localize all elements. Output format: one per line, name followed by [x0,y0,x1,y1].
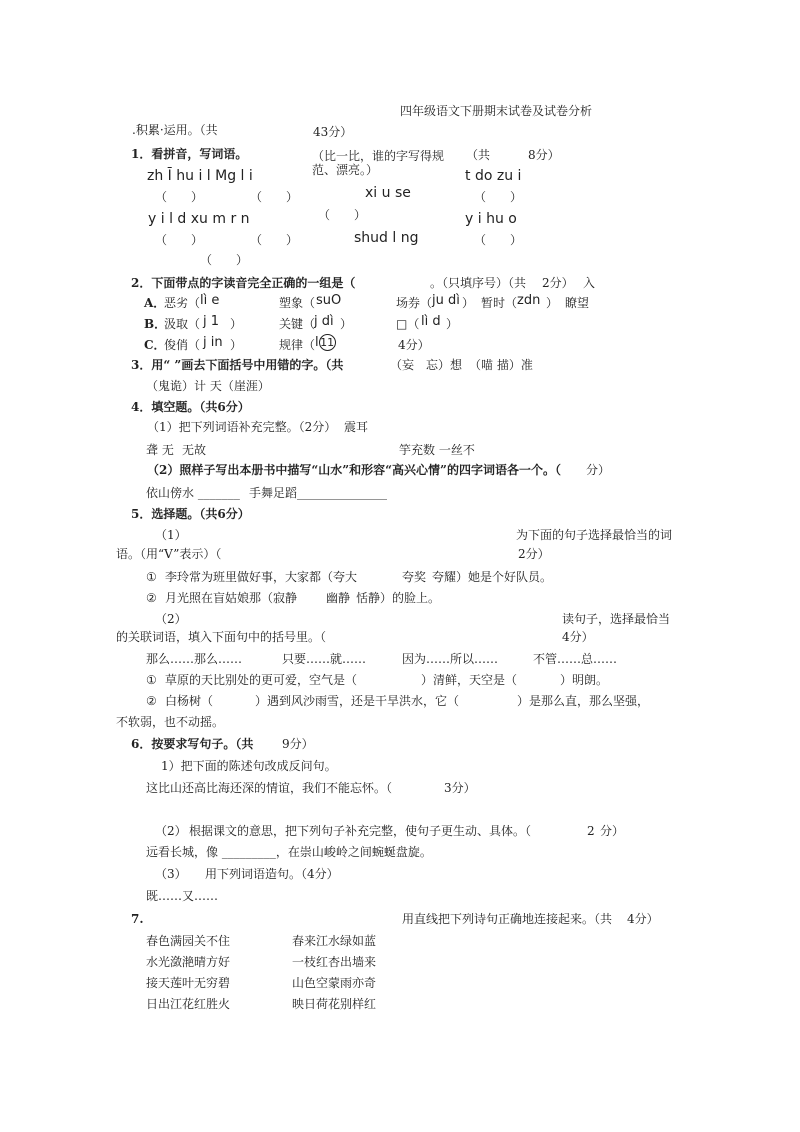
q5-conj-1: 那么……那么…… [146,652,243,666]
q2-a-word-5: 瞭望 [565,296,590,310]
q2-option-b: B． [144,317,167,331]
q2-option-c: C． [144,338,166,352]
q2-b-word-1: 汲取（ [164,317,201,331]
q3-stem: 3．用“ ”画去下面括号中用错的字。（共 [131,358,344,372]
q5-stem: 5．选择题。（共6分） [131,507,250,521]
circled-number: 11 [320,336,335,349]
q1-blank: （ ） [318,208,367,222]
q5-sub-1: （1） [155,528,187,542]
q2-c-close-1: ） [230,338,243,352]
q5-item-2-text: 月光照在盲姑娘那（寂静 [165,591,298,605]
q1-blank: （ ） [155,233,204,247]
q1-pinyin-5: y i hu o [465,211,517,227]
q2-b-pinyin-3: lì d [421,314,441,329]
q6-sub-2-score: 2 [587,824,595,838]
q2-b-close-3: ） [446,317,459,331]
q2-a-pinyin-2: suO [316,293,342,308]
q2-c-score: 4分） [398,338,430,352]
q5-item-2-num: ② [146,591,157,605]
q5-sub-2-score: 4分） [562,630,594,644]
q2-stem-2: 。（只填序号）（共 [430,276,527,290]
q2-b-close-1: ） [230,317,243,331]
q5-sentence-1-c: ）明朗。 [560,673,609,687]
q7-right-line: 映日荷花别样红 [292,997,377,1011]
q1-blank: （ ） [155,190,204,204]
q1-blank: （ ） [474,233,523,247]
q7-right-line: 春来江水绿如蓝 [292,934,377,948]
q7-number: 7. [131,912,144,926]
q2-c-word-1: 俊俏（ [164,338,201,352]
q2-b-pinyin-2: j dì [314,314,334,329]
q5-sub-2-text: 读句子，选择最恰当 [562,612,671,626]
q5-item-1-opt-2: 夸奖 [402,570,427,584]
q4-stem: 4．填空题。（共6分） [131,400,250,414]
q4-sub-1-word: 震耳 [344,420,369,434]
q6-sub-2-example: 远看长城，像 _________，在崇山峻岭之间蜿蜒盘旋。 [146,845,432,859]
q3-word-1: （妄 [390,358,415,372]
q1-side-a: （比一比，谁的字写得规 [312,149,445,163]
q2-c-word-2: 规律（ [279,338,316,352]
q6-sub-3: （3） [155,867,187,881]
q7-stem: 用直线把下列诗句正确地连接起来。（共 [402,912,613,926]
q2-a-close-4: ） [546,296,559,310]
q1-blank: （ ） [474,190,523,204]
q7-right-line: 山色空蒙雨亦奇 [292,976,377,990]
q4-sub-2-score: 分） [586,463,611,477]
q5-sentence-1-num: ① [146,673,157,687]
q1-blank: （ ） [250,190,299,204]
q5-item-1-num: ① [146,570,157,584]
q1-pinyin-4: y i l d xu m r n [148,211,250,227]
q5-sentence-2-d: 不软弱，也不动摇。 [116,715,225,729]
q5-item-1-text: 李玲常为班里做好事，大家都（夸大 [165,570,358,584]
q7-left-line: 日出江花红胜火 [146,997,231,1011]
q2-a-close-3: ） [462,296,475,310]
q6-sub-2-score-unit: 分） [600,824,625,838]
q1-pinyin-2: t do zu i [465,168,522,184]
q6-sub-2-text: 根据课文的意思，把下列句子补充完整，使句子更生动、具体。（ [189,824,532,838]
q7-left-line: 春色满园关不住 [146,934,231,948]
q6-sub-1: 1）把下面的陈述句改成反问句。 [161,759,337,773]
q7-left-line: 接天莲叶无穷碧 [146,976,231,990]
q5-sub-2: （2） [155,612,187,626]
q6-sub-3-words: 既……又…… [146,889,219,903]
q4-word-2: 无故 [182,443,207,457]
q6-sub-3-text: 用下列词语造句。（4分） [205,867,339,881]
q5-item-2-opt-3: 恬静）的脸上。 [356,591,441,605]
q5-sub-1-text: 为下面的句子选择最恰当的词 [516,528,673,542]
q7-left-line: 水光潋滟晴方好 [146,955,231,969]
q2-c-pinyin-2 [315,334,336,351]
q5-item-2-opt-2: 幽静 [326,591,351,605]
q4-example-1: 依山傍水 _______ [146,486,240,500]
q1-blank: （ ） [250,233,299,247]
q6-sub-2: （2） [155,824,187,838]
q3-word-2: 忘）想 [426,358,463,372]
q5-sentence-2-a: 白杨树（ [165,694,214,708]
q4-sub-2: （2）照样子写出本册书中描写“山水”和形容“高兴心情”的四字词语各一个。（ [147,463,561,477]
q2-stem: 2．下面带点的字读音完全正确的一组是（ [131,276,356,290]
q4-word-3: 竽充数 一丝不 [399,443,475,457]
q5-sentence-2-num: ② [146,694,157,708]
q4-word-1: 聋 无 [146,443,174,457]
q5-sentence-1-a: 草原的天比别处的更可爱，空气是（ [165,673,358,687]
q2-a-pinyin-3: ju dì [432,293,460,308]
q2-a-word-4: 暂时（ [481,296,518,310]
q4-sub-1: （1）把下列词语补充完整。（2分） [147,420,337,434]
q1-side-c: （共 [466,148,491,162]
q1-label: 1．看拼音，写词语。 [131,147,248,161]
q2-a-word-2: 塑象（ [279,296,316,310]
q2-stem-4: 入 [583,276,596,290]
q2-a-word-1: 恶劣（ [164,296,201,310]
q2-b-close-2: ） [340,317,353,331]
q6-sub-1-score: 3分） [444,781,476,795]
q1-side-d: 8分） [528,148,560,162]
q5-sentence-2-c: ）是那么直，那么坚强， [517,694,650,708]
q1-pinyin-6: shud l ng [354,230,419,246]
q5-item-1-opt-3: 夸耀）她是个好队员。 [432,570,553,584]
q2-a-pinyin-4: zdn [517,293,541,308]
q5-conj-2: 只要……就…… [282,652,367,666]
q2-c-pinyin-1: j in [203,335,223,350]
q5-sentence-1-b: ）清鲜，天空是（ [421,673,518,687]
q5-sub-1-text-2: 语。（用“V”表示）（ [116,547,222,561]
q7-right-line: 一枝红杏出墙来 [292,955,377,969]
q3-word-3: （喵 描）准 [469,358,533,372]
section-score: 43分） [313,125,353,139]
q5-conj-4: 不管……总…… [533,652,618,666]
q4-example-2: 手舞足蹈_______________ [249,486,388,500]
q6-sub-1-text: 这比山还高比海还深的情谊，我们不能忘怀。（ [146,781,393,795]
q7-score: 4分） [627,912,659,926]
q2-b-word-2: 关键（ [279,317,316,331]
q6-stem: 6．按要求写句子。（共 [131,737,254,751]
q2-c-pinyin-2-text: l [315,335,319,350]
q5-sub-2-text-2: 的关联词语，填入下面句中的括号里。（ [116,630,327,644]
q2-a-pinyin-1: lì e [200,293,220,308]
q1-pinyin-3: xi u se [365,185,411,201]
q2-option-a: A． [144,296,166,310]
section-heading: .积累·运用。（共 [132,123,218,137]
q2-b-word-3: □（ [396,317,420,331]
q3-line-2: （鬼诡）计 天（崖涯） [146,379,270,393]
q1-side-b: 范、漂亮。） [312,163,379,177]
q2-stem-3: 2分） [542,276,574,290]
q5-conj-3: 因为……所以…… [402,652,499,666]
q6-score: 9分） [282,737,314,751]
q2-a-word-3: 场券（ [396,296,433,310]
q5-sentence-2-b: ）遇到风沙雨雪，还是干旱洪水，它（ [255,694,460,708]
q2-b-pinyin-1: j 1 [203,314,220,329]
q1-blank: （ ） [200,253,249,267]
q5-sub-1-score: 2分） [518,547,550,561]
q1-pinyin-1: zh Ī hu i l Mg l i [147,168,253,184]
page-title: 四年级语文下册期末试卷及试卷分析 [400,104,593,118]
